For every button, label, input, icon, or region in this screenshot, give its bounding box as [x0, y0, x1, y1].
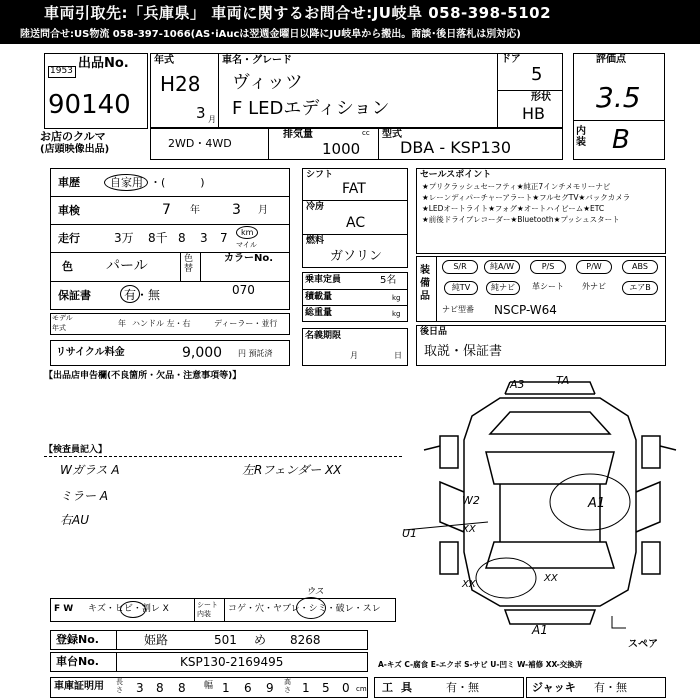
mark-ws: ウス: [306, 587, 324, 597]
length-digit-3: 8: [178, 681, 186, 695]
mark-a1-right: A1: [588, 496, 606, 511]
equip-ext-navi: 外ナビ: [582, 282, 606, 291]
tools-label: 工具: [382, 681, 420, 694]
length-digit-2: 8: [156, 681, 164, 695]
door-label: ドア: [501, 54, 521, 65]
shift-value: FAT: [342, 181, 366, 197]
lot-label: 出品No.: [78, 56, 129, 71]
fuel-value: ガソリン: [330, 249, 383, 264]
model-value: DBA - KSP130: [400, 138, 512, 157]
fuel-label: 燃料: [306, 236, 325, 246]
inspection-year-unit: 年: [190, 205, 200, 216]
height-digit-3: 0: [342, 681, 350, 695]
load-unit: kg: [392, 294, 401, 302]
interior-value: B: [612, 125, 630, 155]
cooling-label: 冷房: [306, 202, 325, 212]
sales-point-1: ★プリクラッシュセーフティ★純正7インチメモリーナビ: [422, 182, 611, 191]
load-label: 積載量: [305, 292, 333, 302]
equip-leather: 革シート: [532, 282, 564, 291]
warranty-label: 保証書: [58, 289, 91, 302]
mark-xx-left: XX: [462, 524, 476, 535]
equip-navi: 純ナビ: [486, 281, 520, 295]
model-label: 型式: [382, 129, 402, 140]
width-digit-1: 1: [222, 681, 230, 695]
mark-xx-rear: XX: [544, 573, 558, 584]
height-digit-2: 5: [322, 681, 330, 695]
car-grade: F LEDエディション: [232, 98, 390, 119]
certificate-label: 車庫証明用: [54, 681, 104, 692]
model-year-label-2: 年式: [52, 324, 66, 332]
recycle-unit: 円 預託済: [238, 349, 273, 358]
sales-point-4: ★前後ドライブレコーダー★Bluetooth★プッシュスタート: [422, 215, 620, 224]
mark-a1-bottom: A1: [532, 623, 548, 637]
model-year-label-1: モデル: [52, 314, 73, 322]
recycle-amount: 9,000: [182, 345, 223, 361]
jack-value: 有・無: [594, 681, 627, 694]
recycle-label: リサイクル料金: [56, 347, 125, 358]
registration-place: 姫路: [144, 633, 169, 647]
navi-label: ナビ型番: [442, 305, 474, 314]
inspection-month: 3: [232, 202, 241, 218]
height-digit-1: 1: [302, 681, 310, 695]
inspector-note-4: 左Rフェンダー XX: [242, 463, 342, 477]
sales-points-label: セールスポイント: [420, 170, 492, 180]
mileage-unit-km: km: [241, 228, 254, 237]
lot-note-1: お店のクルマ: [40, 130, 106, 143]
mark-ta: TA: [556, 374, 570, 387]
tools-value: 有・無: [446, 681, 479, 694]
weight-label: 総重量: [305, 308, 333, 318]
warranty-value: 有・無: [124, 288, 161, 302]
mileage-digit-2: 8千: [148, 231, 168, 245]
car-name-label: 車名・グレード: [222, 55, 292, 66]
color-no-value: 070: [232, 283, 255, 297]
month-value: 3: [196, 104, 206, 122]
registration-number: 8268: [290, 633, 321, 647]
inspector-note-3: 右AU: [60, 513, 89, 527]
expiry-month-unit: 月: [350, 351, 358, 360]
lot-note-2: (店頭映像出品): [40, 144, 110, 155]
notes-title: 【出品店申告欄(不良箇所・欠品・注意事項等)】: [44, 371, 242, 381]
mark-w2: W2: [462, 494, 480, 507]
inspection-year: 7: [162, 202, 171, 218]
equip-ps: P/S: [530, 260, 566, 274]
seats-label: 乗車定員: [305, 275, 342, 285]
door-value: 5: [531, 64, 543, 85]
seat-text: コゲ・穴・ヤブレ・シミ・破レ・スレ: [228, 604, 381, 614]
score-label: 評価点: [596, 54, 626, 65]
chassis-label: 車台No.: [56, 655, 99, 668]
history-rest: ・( ): [150, 176, 205, 189]
equip-abs: ABS: [622, 260, 658, 274]
mark-xx-rear-left: XX: [462, 579, 476, 590]
mark-a3: A3: [510, 378, 525, 391]
lot-small-number: 1953: [50, 66, 73, 76]
mileage-digit-3: 8: [178, 231, 186, 245]
history-label: 車歴: [58, 176, 80, 189]
model-year-unit: 年: [118, 319, 126, 328]
car-diagram: [400, 372, 700, 642]
shape-value: HB: [522, 104, 546, 123]
displacement-value: 1000: [322, 140, 361, 158]
equipment-label: 装備品: [420, 265, 430, 302]
color-change-label: 色替: [184, 254, 194, 274]
equip-pw: P/W: [576, 260, 612, 274]
sales-point-2: ★レーンディパーチャーアラート★フルセグTV★バックカメラ: [422, 193, 631, 202]
certificate-unit: cm: [356, 685, 367, 693]
fw-circle: [120, 601, 146, 618]
equip-sr: S/R: [442, 260, 478, 274]
registration-label: 登録No.: [56, 633, 99, 646]
lot-number: 90140: [48, 90, 131, 120]
header-line-1: 車両引取先:「兵庫県」 車両に関するお問合せ:JU岐阜 058-398-5102: [0, 0, 700, 26]
score-value: 3.5: [596, 81, 641, 114]
car-name: ヴィッツ: [232, 72, 303, 93]
inspection-label: 車検: [58, 204, 80, 217]
color-label: 色: [62, 260, 73, 273]
seats-value: 5名: [380, 275, 397, 286]
mark-u1: U1: [402, 527, 418, 540]
inspector-note-2: ミラー A: [60, 489, 109, 503]
cooling-value: AC: [346, 215, 366, 231]
inspector-title: 【検査員記入】: [44, 445, 108, 455]
year-value: H28: [160, 72, 201, 96]
height-label: 高さ: [284, 678, 291, 694]
color-value: パール: [106, 258, 148, 274]
equip-airbag: エアB: [622, 281, 658, 295]
interior-label: 内装: [576, 126, 586, 148]
width-digit-3: 9: [266, 681, 274, 695]
equip-alloy-wheel: 純A/W: [484, 260, 520, 274]
registration-class: 501: [214, 633, 237, 647]
dealer-options: ディーラー・並行: [214, 319, 278, 328]
width-digit-2: 6: [244, 681, 252, 695]
header-line-2: 陸送問合せ:US物流 058-397-1066(AS･iAucは翌週金曜日以降にJU岐阜から搬出。商談･後日落札は別対応): [0, 26, 700, 44]
legend: A-キズ C-腐食 E-エクボ S-サビ U-凹ミ W-補修 XX-交換済: [378, 660, 583, 669]
expiry-day-unit: 日: [394, 351, 402, 360]
fw-text: キズ・ヒビ・割レ X: [88, 604, 169, 614]
year-label: 年式: [154, 55, 174, 66]
history-value: 自家用: [110, 176, 143, 189]
length-label: 長さ: [116, 678, 123, 694]
documents-value: 取説・保証書: [424, 344, 503, 359]
documents-label: 後日品: [420, 327, 448, 337]
month-unit: 月: [208, 115, 216, 124]
navi-model: NSCP-W64: [494, 303, 557, 317]
displacement-label: 排気量: [283, 129, 313, 140]
jack-label: ジャッキ: [532, 681, 576, 694]
chassis-value: KSP130-2169495: [180, 655, 284, 669]
equip-tv: 純TV: [444, 281, 478, 295]
width-label: 幅: [204, 681, 214, 691]
mileage-digit-1: 3万: [114, 231, 134, 245]
inspector-note-1: Wガラス A: [60, 463, 120, 477]
shift-label: シフト: [306, 170, 334, 180]
spare-label: スペア: [628, 639, 658, 650]
seat-circle: [296, 597, 326, 619]
shape-label: 形状: [531, 92, 551, 103]
handle-options: ハンドル 左・右: [132, 319, 191, 328]
inspection-month-unit: 月: [258, 205, 268, 216]
sales-point-3: ★LEDオートライト★フォグ★オートハイビーム★ETC: [422, 204, 605, 213]
mileage-label: 走行: [58, 232, 80, 245]
color-no-label: カラーNo.: [224, 253, 274, 264]
fw-label: F W: [54, 604, 74, 614]
mileage-digit-5: 7: [220, 231, 228, 245]
mileage-digit-4: 3: [200, 231, 208, 245]
drive-value: 2WD・4WD: [168, 137, 232, 150]
registration-kana: め: [254, 633, 267, 647]
mileage-unit-mile: マイル: [236, 241, 257, 249]
weight-unit: kg: [392, 310, 401, 318]
seat-label: シート内装: [197, 601, 218, 618]
length-digit-1: 3: [136, 681, 144, 695]
displacement-unit: cc: [362, 129, 370, 137]
expiry-label: 名義期限: [305, 331, 342, 341]
